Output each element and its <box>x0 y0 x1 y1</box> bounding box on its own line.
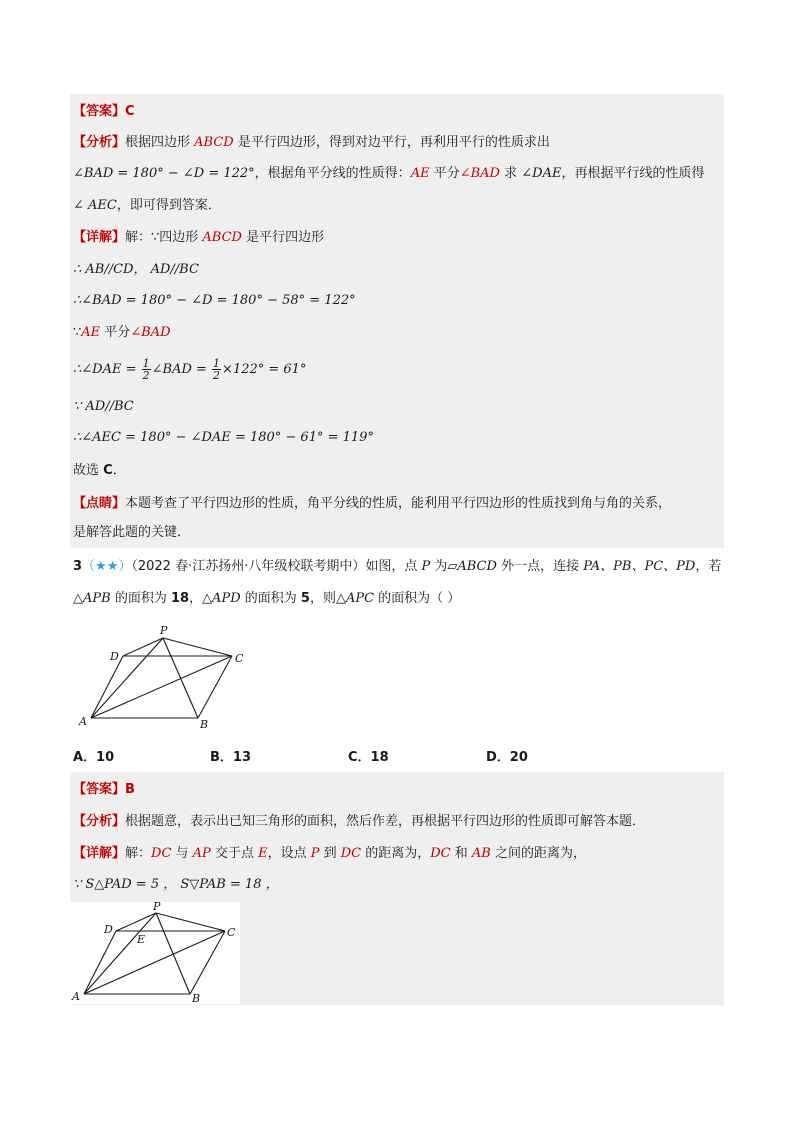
fraction <box>212 358 221 381</box>
q3-detail <box>73 844 586 864</box>
q2-detail-line1 <box>73 228 324 248</box>
option-c[interactable]: C．18 <box>348 750 389 765</box>
text: C <box>103 463 113 478</box>
text: P <box>310 846 320 861</box>
label-b: B <box>200 718 209 731</box>
segment-pb <box>163 638 198 718</box>
text: ，再根据平行线的性质得 <box>561 166 705 181</box>
math-expr: ∠DAE <box>521 166 562 181</box>
text: ABCD <box>194 135 234 150</box>
text: 根据四边形 <box>125 135 195 150</box>
text: 和 <box>450 846 472 861</box>
option-d[interactable]: D．20 <box>486 750 528 765</box>
text: PA、PB、PC、PD <box>583 559 696 574</box>
segment-ac <box>84 931 225 994</box>
text: ，根据角平分线的性质得： <box>254 166 411 181</box>
text: 为▱ <box>430 559 458 574</box>
text: ABCD <box>202 230 242 245</box>
math-expr: ∴∠DAE = <box>73 362 141 377</box>
segment-pd <box>116 913 156 931</box>
text: 平分 <box>429 166 460 181</box>
label-a: A <box>79 715 87 728</box>
segment-pc <box>163 638 232 656</box>
text: 交于点 <box>210 846 259 861</box>
fraction <box>142 358 151 381</box>
text: 的距离为， <box>361 846 431 861</box>
answer-value: B <box>125 782 135 797</box>
text: ∠BAD <box>130 325 171 340</box>
text: ， <box>189 591 203 606</box>
text: 平分 <box>100 325 131 340</box>
text: △APD <box>202 591 241 606</box>
text: ，若 <box>695 559 722 574</box>
segment-pd <box>123 638 163 656</box>
text: AP <box>192 846 211 861</box>
text: AB <box>471 846 491 861</box>
text: P <box>421 559 431 574</box>
question-number: 3 <box>73 559 83 574</box>
q2-detail-line4 <box>73 323 171 343</box>
text: △APC <box>335 591 375 606</box>
q2-detail-line5 <box>73 356 306 384</box>
answer-value: C <box>125 104 135 119</box>
q2-detail-line3: ∴∠BAD = 180° − ∠D = 180° − 58° = 122° <box>73 293 356 308</box>
text: 是平行四边形 <box>241 230 325 245</box>
q2-comment-line2: 是解答此题的关键． <box>73 525 191 540</box>
text: 是平行四边形，得到对边平行，再利用平行的性质求出 <box>233 135 550 150</box>
label-d: D <box>110 650 119 663</box>
segment-bc <box>190 931 225 994</box>
label-p: P <box>153 902 161 913</box>
text: ． <box>112 463 126 478</box>
text: AE <box>81 325 101 340</box>
text: 的面积为 <box>110 591 171 606</box>
segment-bc <box>198 656 232 718</box>
text: 18 <box>170 591 190 606</box>
fraction-denominator: 2 <box>142 369 150 382</box>
q2-analysis-line2 <box>73 164 704 184</box>
q2-analysis-line3 <box>73 196 221 216</box>
segment-pb <box>156 913 190 994</box>
text: 解：∵四边形 <box>125 230 203 245</box>
q3-area-line: ∵ S△PAD = 5 ， S▽PAB = 18 ， <box>73 877 279 892</box>
q2-comment-line1 <box>73 494 671 514</box>
q2-answer <box>73 102 135 122</box>
label-p: P <box>160 624 168 637</box>
text: 外一点，连接 <box>496 559 584 574</box>
q2-analysis-line1 <box>73 133 550 153</box>
text: E <box>258 846 268 861</box>
text: 5 <box>300 591 310 606</box>
q2-detail-line2: ∴ AB//CD， AD//BC <box>73 262 199 277</box>
fraction-numerator: 1 <box>142 357 150 370</box>
text: 如图，点 <box>365 559 422 574</box>
difficulty-stars: （★★） <box>82 559 132 574</box>
detail-label: 【详解】 <box>73 230 126 245</box>
analysis-label: 【分析】 <box>73 135 126 150</box>
math-expr: ∠ AEC <box>73 198 117 213</box>
label-d: D <box>104 923 113 936</box>
question-source: （2022 春·江苏扬州·八年级校联考期中） <box>131 559 366 574</box>
segment-pa <box>84 913 156 994</box>
parallelogram-figure-with-e <box>70 902 240 1004</box>
label-e: E <box>137 933 146 946</box>
q3-stem-line2 <box>73 589 460 609</box>
text: DC <box>430 846 451 861</box>
segment-pa <box>91 638 163 718</box>
q3-analysis <box>73 812 645 832</box>
text: DC <box>340 846 362 861</box>
q2-solution-box <box>70 94 724 548</box>
text: 故选 <box>73 463 104 478</box>
text: ∠BAD <box>459 166 500 181</box>
q3-answer <box>73 780 135 800</box>
text: 的面积为（ ） <box>374 591 461 606</box>
solution-figure-frame <box>70 902 240 1004</box>
fraction-numerator: 1 <box>213 357 221 370</box>
label-c: C <box>235 652 244 665</box>
segment-da <box>84 931 116 994</box>
math-expr: ∠BAD = <box>151 362 212 377</box>
text: ，即可得到答案． <box>116 198 221 213</box>
segment-pc <box>156 913 225 931</box>
q3-stem-line1 <box>73 557 721 577</box>
answer-label: 【答案】 <box>73 782 126 797</box>
parallelogram-figure <box>70 620 260 735</box>
text: 到 <box>319 846 341 861</box>
text: 本题考查了平行四边形的性质，角平分线的性质，能利用平行四边形的性质找到角与角的关系， <box>125 496 672 511</box>
option-b[interactable]: B．13 <box>210 750 251 765</box>
label-a: A <box>72 990 80 1003</box>
text: 求 <box>499 166 522 181</box>
label-b: B <box>192 992 201 1004</box>
text: ，则 <box>309 591 336 606</box>
text: ，设点 <box>267 846 311 861</box>
text: 与 <box>171 846 193 861</box>
detail-label: 【详解】 <box>73 846 126 861</box>
math-expr: ∠BAD = 180° − ∠D = 122° <box>73 166 255 181</box>
analysis-label: 【分析】 <box>73 814 126 829</box>
label-c: C <box>227 926 236 939</box>
text: 之间的距离为， <box>490 846 586 861</box>
fraction-denominator: 2 <box>213 369 221 382</box>
text: ∵ <box>73 325 82 340</box>
text: AE <box>410 166 430 181</box>
answer-label: 【答案】 <box>73 104 126 119</box>
text: 根据题意，表示出已知三角形的面积，然后作差，再根据平行四边形的性质即可解答本题． <box>125 814 646 829</box>
text: △APB <box>73 591 111 606</box>
math-expr: ×122° = 61° <box>222 362 307 377</box>
q2-choose <box>73 461 126 481</box>
comment-label: 【点睛】 <box>73 496 126 511</box>
q2-detail-line7: ∴∠AEC = 180° − ∠DAE = 180° − 61° = 119° <box>73 430 374 445</box>
text: DC <box>151 846 172 861</box>
option-a[interactable]: A．10 <box>73 750 115 765</box>
text: ABCD <box>457 559 497 574</box>
q2-detail-line6: ∵ AD//BC <box>73 399 134 414</box>
text: 的面积为 <box>240 591 301 606</box>
text: 解： <box>125 846 152 861</box>
segment-ac <box>91 656 232 718</box>
